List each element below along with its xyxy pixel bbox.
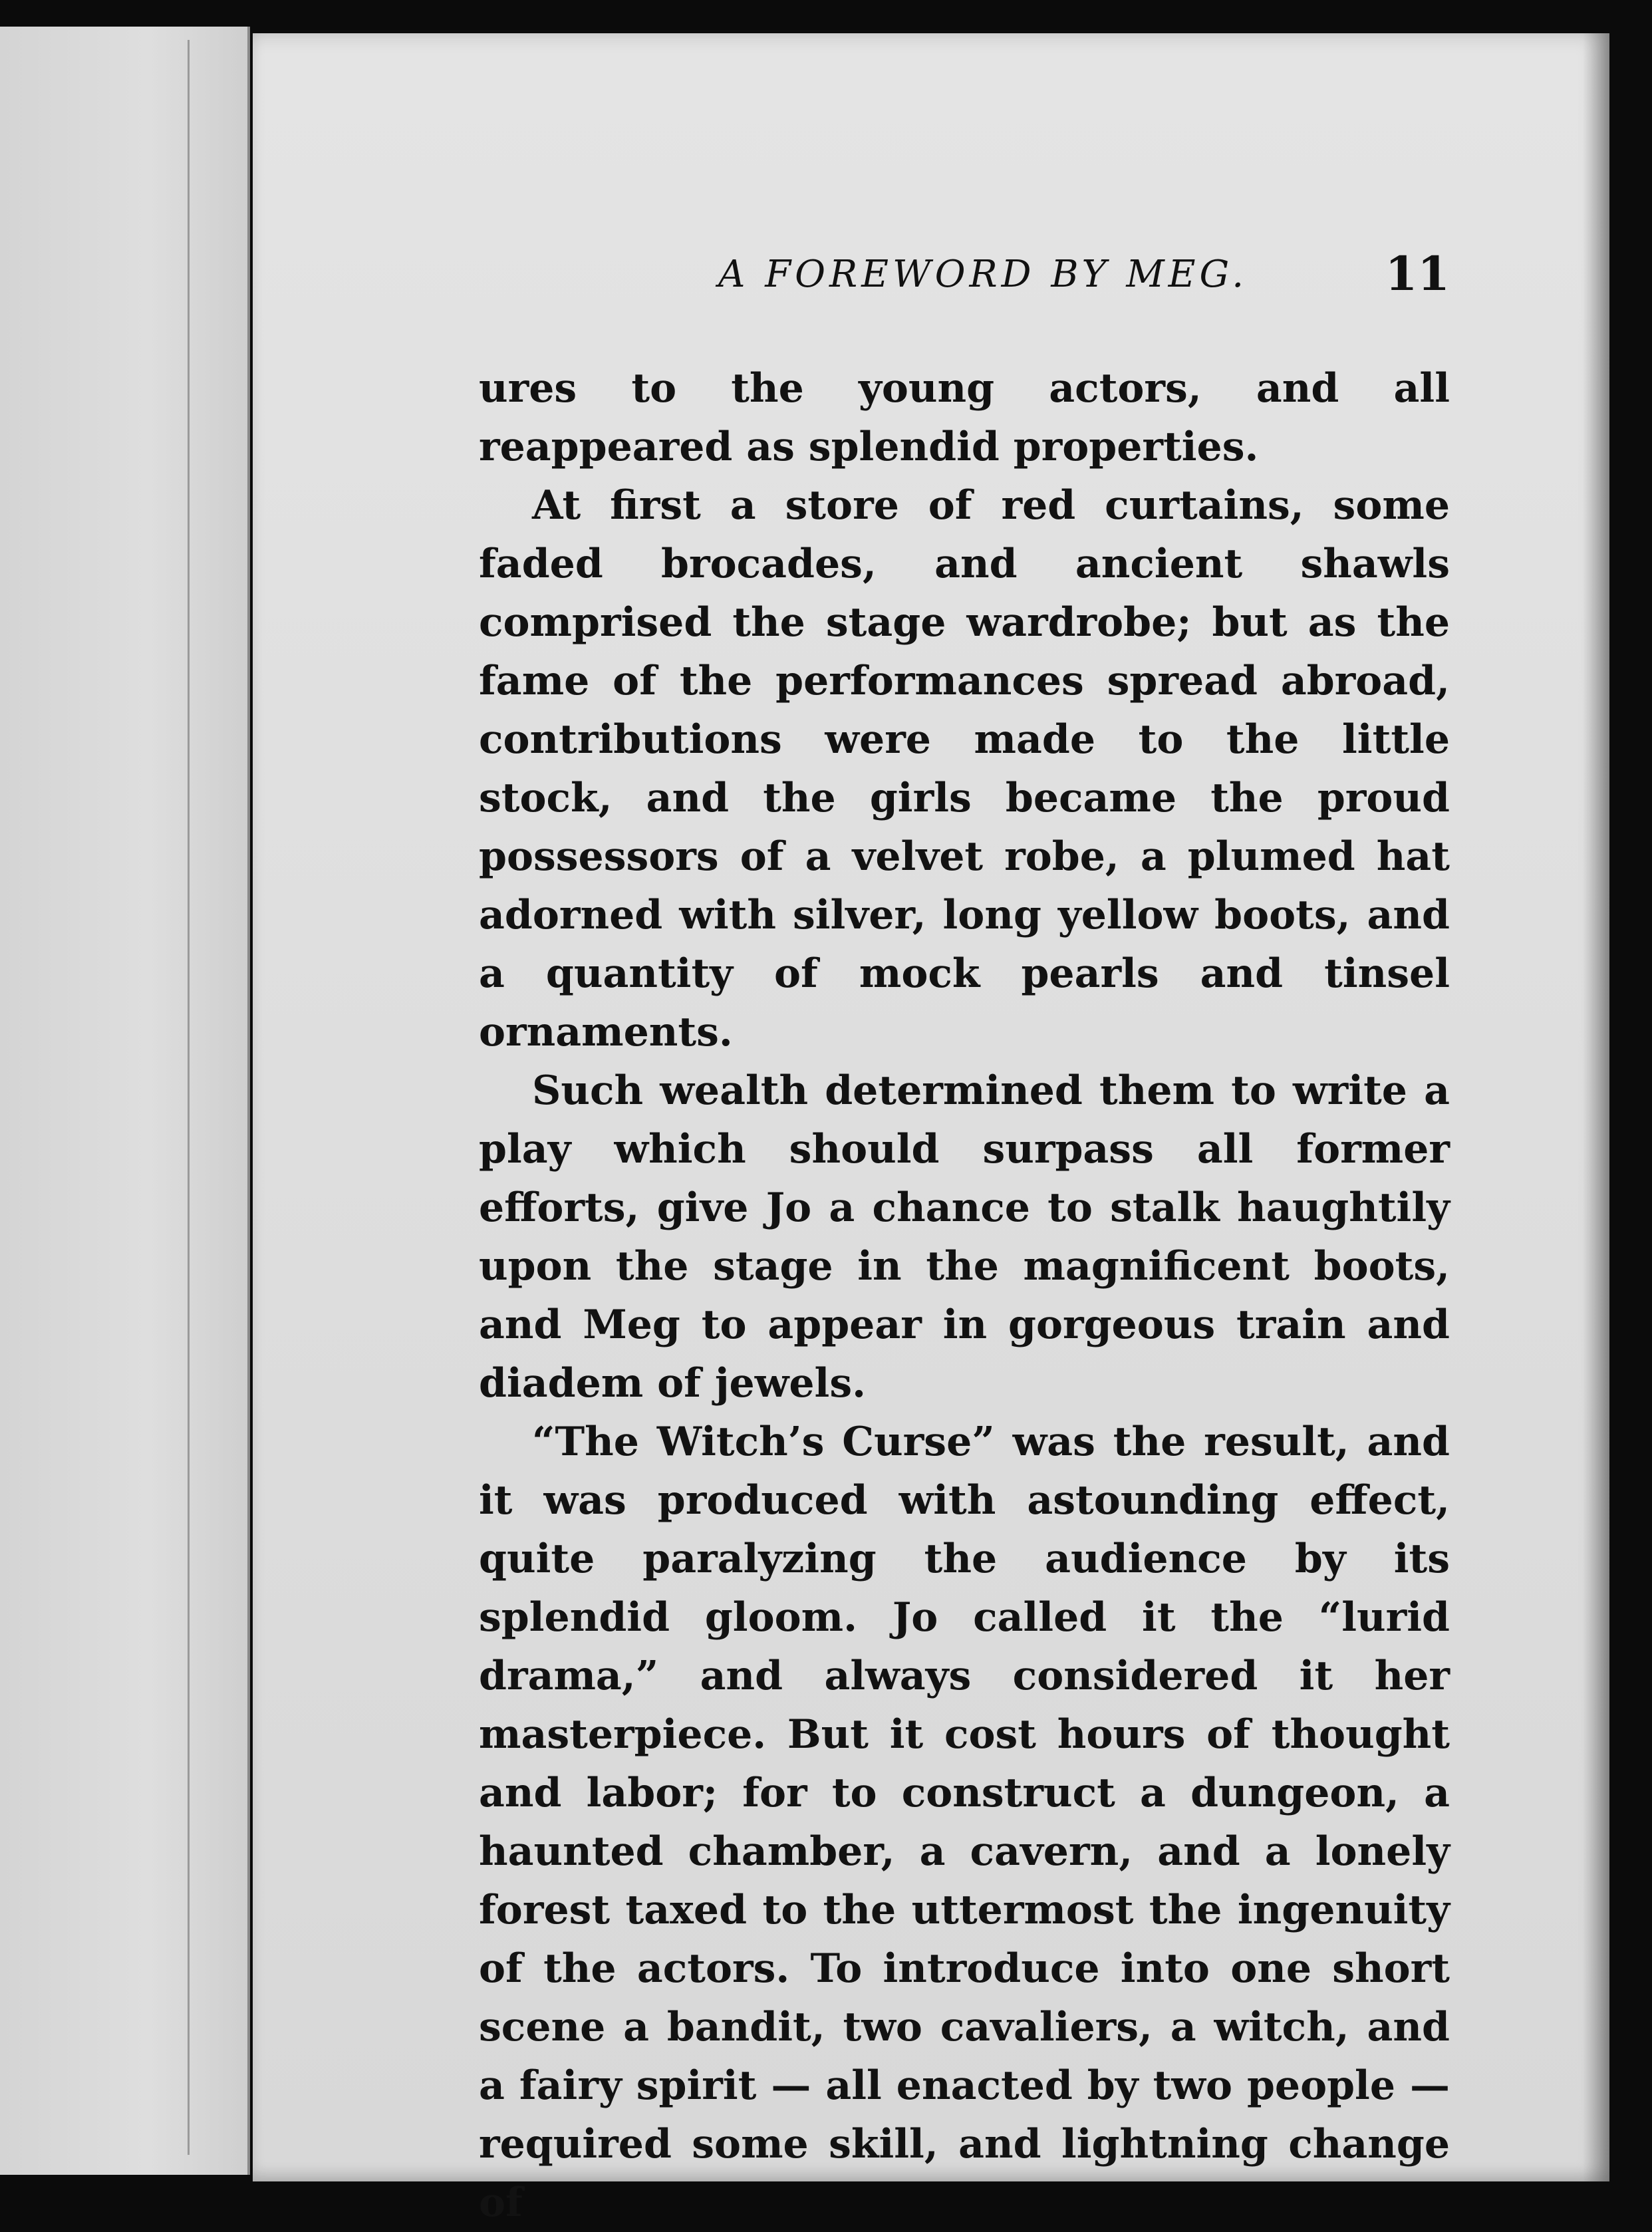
paragraph-4: “The Witch’s Curse” was the result, and it was produced with astounding effect, quite paralyzing the audience by its splendid gloom. Jo called it the “lurid drama,” and always considered it her masterpiece. But it cost hours of thought and labor; for to construct a dungeon, a haunted chamber, a cavern, and a lonely forest taxed to the uttermost the ingenuity of the actors. To introduce into one short scene a bandit, two cavaliers, a witch, and a fairy spirit — all enacted by two people — required some skill, and lightning change of	[479, 1419, 1450, 2226]
book-gutter	[188, 40, 190, 2155]
body-text	[479, 359, 1450, 2232]
running-head	[466, 239, 1470, 319]
page-edge-shadow	[1583, 33, 1609, 2181]
paragraph-3: Such wealth determined them to write a play which should surpass all former efforts, give Jo a chance to stalk haughtily upon the stage in the magnificent boots, and Meg to appear in gorgeous train and diadem of jewels.	[479, 1067, 1450, 1407]
paragraph-2: At first a store of red curtains, some faded brocades, and ancient shawls comprised the stage wardrobe; but as the fame of the performances spread abroad, contributions were made to the little stock, and the girls became the proud possessors of a velvet robe, a plumed hat adorned with silver, long yellow boots, and a quantity of mock pearls and tinsel ornaments.	[479, 482, 1450, 1055]
page-number: 11	[1385, 246, 1450, 301]
running-head-title: A FOREWORD BY MEG.	[718, 253, 1248, 296]
facing-page-blank	[0, 27, 250, 2175]
paragraph-1: ures to the young actors, and all reappeared as splendid properties.	[479, 365, 1450, 470]
